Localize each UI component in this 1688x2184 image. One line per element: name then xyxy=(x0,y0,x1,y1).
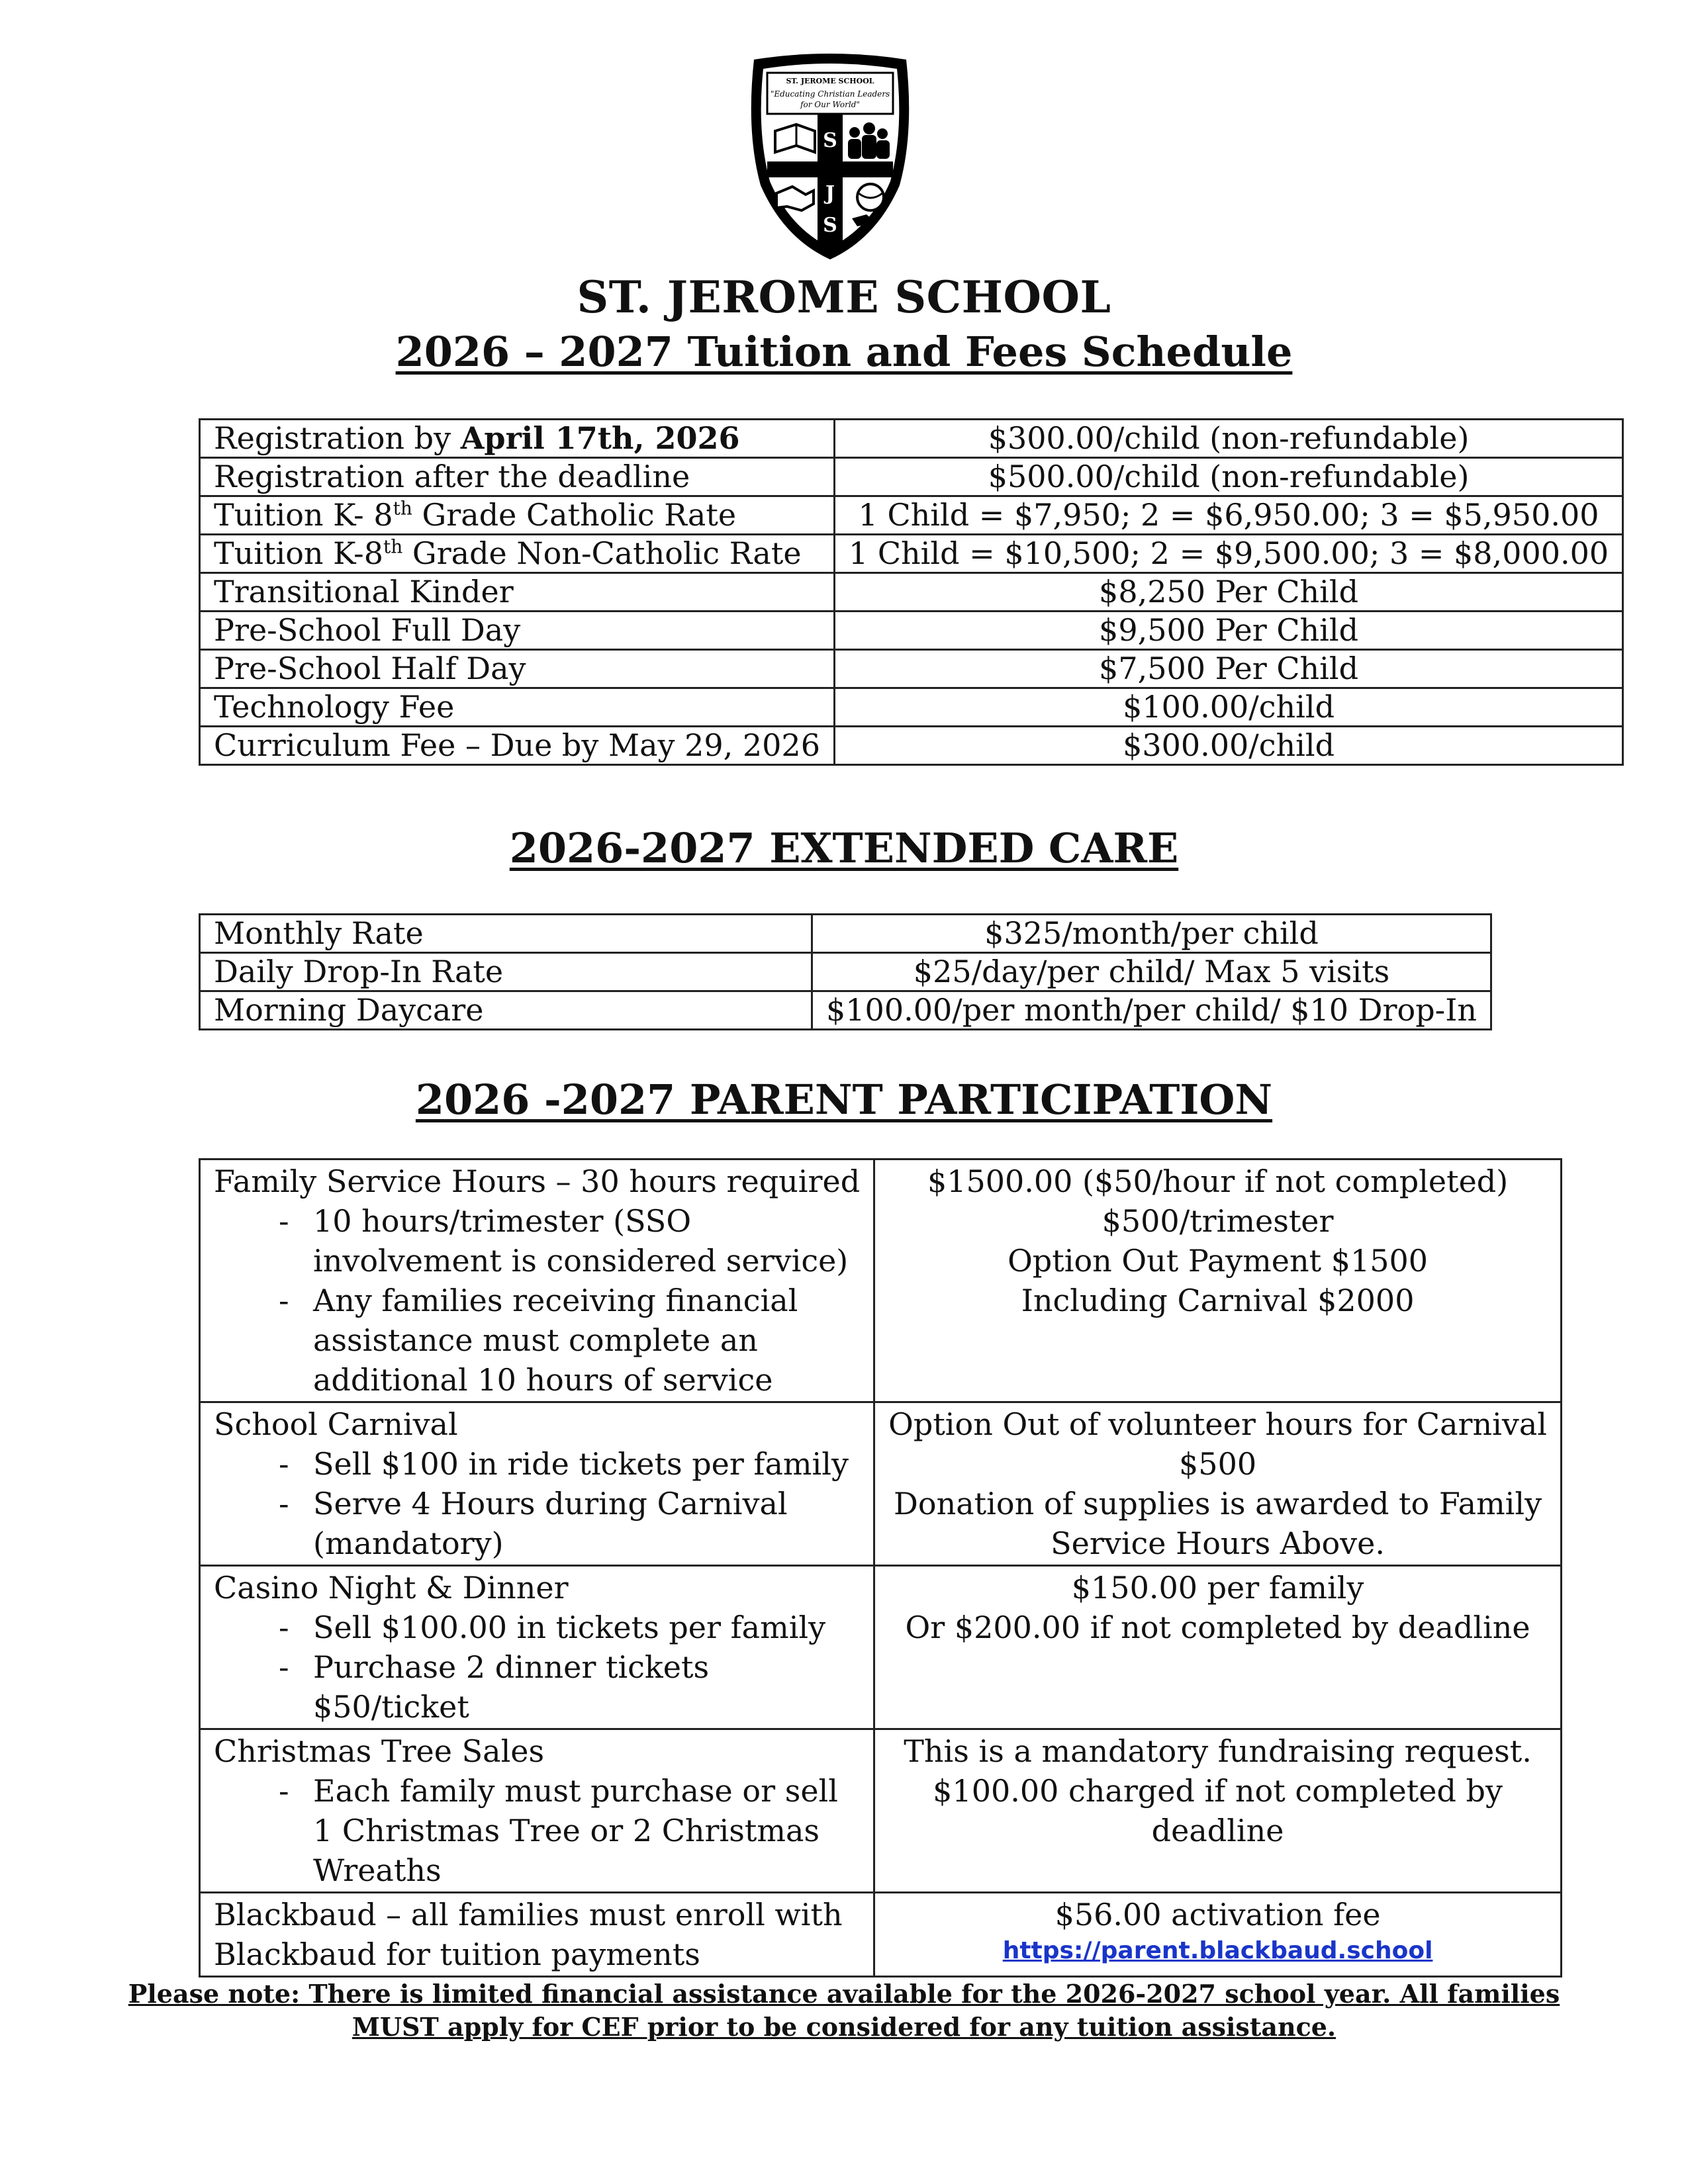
table-row xyxy=(200,458,1623,496)
cost-line: Option Out Payment $1500 xyxy=(1008,1243,1429,1279)
fee-value: $300.00/child (non-refundable) xyxy=(834,420,1622,458)
cost-line: Including Carnival $2000 xyxy=(1021,1283,1415,1318)
cost-line: Or $200.00 if not completed by deadline xyxy=(905,1610,1530,1645)
school-crest-logo xyxy=(741,53,919,263)
list-item: - Sell $100 in ride tickets per family xyxy=(279,1446,849,1482)
list-item: - Any families receiving financial assistance must complete an additional 10 hours of service xyxy=(279,1283,798,1398)
fee-value: $8,250 Per Child xyxy=(834,573,1622,612)
care-value: $25/day/per child/ Max 5 visits xyxy=(812,953,1491,991)
table-row xyxy=(200,1566,1562,1729)
crest-letter-3: S xyxy=(823,214,837,237)
fee-label: Pre-School Half Day xyxy=(200,650,835,688)
care-label: Morning Daycare xyxy=(200,991,812,1030)
note-line-1: Please note: There is limited financial assistance available for the 2026-2027 school year. All families xyxy=(128,1979,1560,2009)
cost-line: This is a mandatory fundraising request. xyxy=(904,1733,1532,1769)
extended-care-table xyxy=(199,913,1492,1030)
fee-label: Curriculum Fee – Due by May 29, 2026 xyxy=(200,727,835,765)
participation-requirement xyxy=(200,1160,874,1402)
table-row xyxy=(200,1893,1562,1977)
participation-requirement xyxy=(200,1402,874,1566)
table-row xyxy=(200,420,1623,458)
table-row xyxy=(200,915,1491,953)
care-value: $100.00/per month/per child/ $10 Drop-In xyxy=(812,991,1491,1030)
fee-value: $9,500 Per Child xyxy=(834,612,1622,650)
cost-line: deadline xyxy=(1151,1813,1284,1848)
crest-motto-line1: "Educating Christian Leaders xyxy=(770,89,890,99)
cost-line: $56.00 activation fee xyxy=(1055,1897,1381,1933)
participation-cost xyxy=(874,1402,1562,1566)
participation-cost xyxy=(874,1729,1562,1893)
requirement-heading: Family Service Hours – 30 hours required xyxy=(214,1163,861,1199)
financial-assistance-note xyxy=(0,1978,1688,2044)
fee-value: $100.00/child xyxy=(834,688,1622,727)
table-row xyxy=(200,1160,1562,1402)
tuition-schedule-title: 2026 – 2027 Tuition and Fees Schedule xyxy=(395,328,1293,376)
table-row xyxy=(200,991,1491,1030)
participation-cost xyxy=(874,1160,1562,1402)
participation-requirement xyxy=(200,1729,874,1893)
table-row xyxy=(200,727,1623,765)
participation-cost xyxy=(874,1893,1562,1977)
fee-value: 1 Child = $7,950; 2 = $6,950.00; 3 = $5,950.00 xyxy=(834,496,1622,535)
crest-letter-2: J xyxy=(825,182,835,205)
table-row xyxy=(200,612,1623,650)
list-item: - 10 hours/trimester (SSO involvement is considered service) xyxy=(279,1203,849,1279)
requirement-heading: Blackbaud for tuition payments xyxy=(214,1936,700,1972)
fee-label: Transitional Kinder xyxy=(200,573,835,612)
tuition-fees-table xyxy=(199,418,1624,766)
fee-value: $500.00/child (non-refundable) xyxy=(834,458,1622,496)
parent-participation-title: 2026 -2027 PARENT PARTICIPATION xyxy=(415,1075,1273,1124)
fee-label: Registration by April 17th, 2026 xyxy=(200,420,835,458)
cost-line: Service Hours Above. xyxy=(1051,1525,1385,1561)
note-line-2: MUST apply for CEF prior to be considered for any tuition assistance. xyxy=(352,2012,1336,2042)
requirement-heading: Christmas Tree Sales xyxy=(214,1733,545,1769)
list-item: - Sell $100.00 in tickets per family xyxy=(279,1610,826,1645)
care-label: Daily Drop-In Rate xyxy=(200,953,812,991)
table-row xyxy=(200,573,1623,612)
fee-label: Technology Fee xyxy=(200,688,835,727)
table-row xyxy=(200,953,1491,991)
participation-requirement xyxy=(200,1893,874,1977)
table-row xyxy=(200,688,1623,727)
cost-line: $1500.00 ($50/hour if not completed) xyxy=(927,1163,1509,1199)
fee-value: $300.00/child xyxy=(834,727,1622,765)
crest-school-label: ST. JEROME SCHOOL xyxy=(786,77,874,85)
cost-line: $100.00 charged if not completed by xyxy=(933,1773,1503,1809)
table-row xyxy=(200,1729,1562,1893)
list-item: - Purchase 2 dinner tickets $50/ticket xyxy=(279,1649,710,1725)
requirement-heading: Blackbaud – all families must enroll with xyxy=(214,1897,843,1933)
crest-motto-line2: for Our World" xyxy=(800,100,860,109)
list-item: - Serve 4 Hours during Carnival (mandatory) xyxy=(279,1486,788,1561)
extended-care-title: 2026-2027 EXTENDED CARE xyxy=(509,824,1179,872)
requirement-heading: School Carnival xyxy=(214,1406,458,1442)
blackbaud-link[interactable]: https://parent.blackbaud.school xyxy=(1002,1937,1433,1964)
cost-line: $500 xyxy=(1179,1446,1257,1482)
crest-cross-horizontal xyxy=(767,161,893,177)
participation-requirement xyxy=(200,1566,874,1729)
participation-cost xyxy=(874,1566,1562,1729)
table-row xyxy=(200,496,1623,535)
school-name-heading: ST. JEROME SCHOOL xyxy=(577,271,1111,323)
fee-label: Tuition K- 8th Grade Catholic Rate xyxy=(200,496,835,535)
parent-participation-table xyxy=(199,1158,1562,1978)
table-row xyxy=(200,650,1623,688)
cost-line: $500/trimester xyxy=(1102,1203,1334,1239)
crest-letter-1: S xyxy=(823,129,837,152)
fee-value: 1 Child = $10,500; 2 = $9,500.00; 3 = $8,000.00 xyxy=(834,535,1622,573)
care-value: $325/month/per child xyxy=(812,915,1491,953)
requirement-heading: Casino Night & Dinner xyxy=(214,1570,569,1606)
list-item: - Each family must purchase or sell 1 Christmas Tree or 2 Christmas Wreaths xyxy=(279,1773,838,1888)
fee-label: Pre-School Full Day xyxy=(200,612,835,650)
table-row xyxy=(200,535,1623,573)
fee-value: $7,500 Per Child xyxy=(834,650,1622,688)
fee-label: Registration after the deadline xyxy=(200,458,835,496)
fee-label: Tuition K-8th Grade Non-Catholic Rate xyxy=(200,535,835,573)
cost-line: Option Out of volunteer hours for Carnival xyxy=(888,1406,1547,1442)
table-row xyxy=(200,1402,1562,1566)
care-label: Monthly Rate xyxy=(200,915,812,953)
cost-line: Donation of supplies is awarded to Family xyxy=(894,1486,1542,1522)
cost-line: $150.00 per family xyxy=(1071,1570,1364,1606)
